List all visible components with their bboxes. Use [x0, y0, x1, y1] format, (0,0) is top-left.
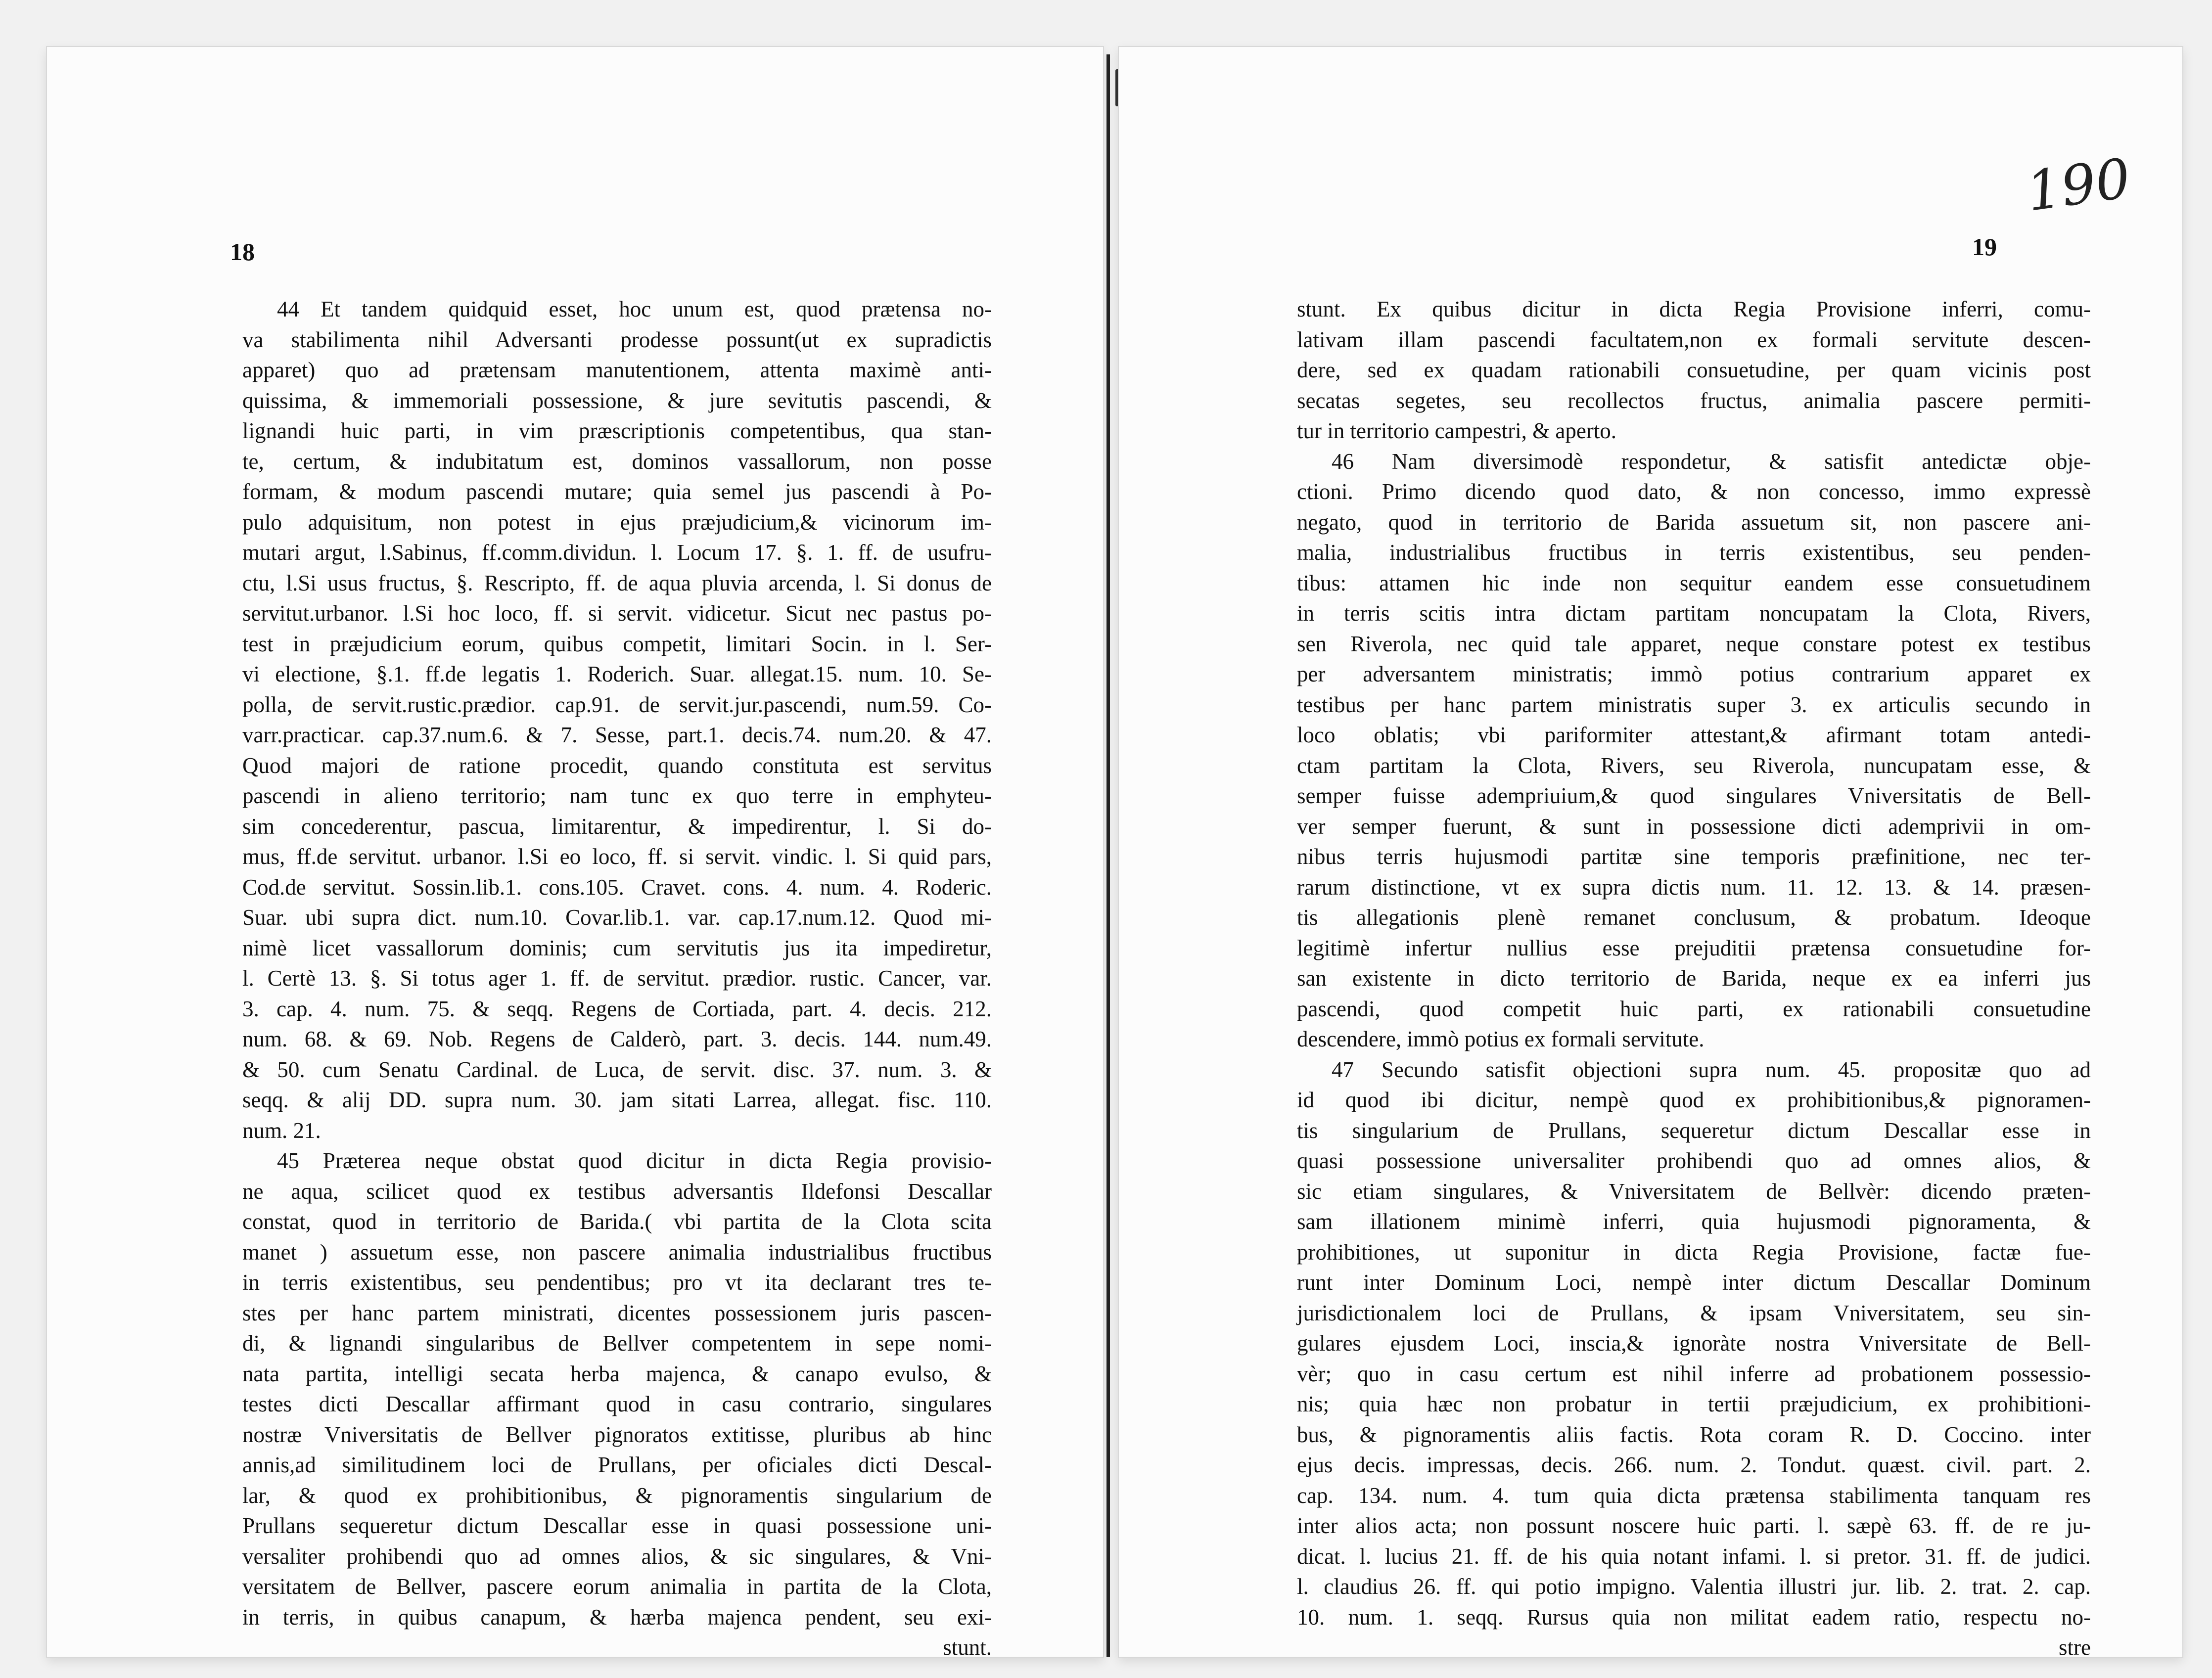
text-line: te, certum, & indubitatum est, dominos vassallorum, non posse	[242, 449, 992, 474]
text-line: apparet) quo ad prætensam manutentionem, attenta maximè anti-	[242, 358, 992, 382]
text-line: tibus: attamen hic inde non sequitur eandem esse consuetudinem	[1297, 570, 2091, 595]
text-line: pascendi in alieno territorio; nam tunc ex quo terre in emphyteu-	[242, 783, 992, 808]
text-line: testibus per hanc partem ministratis super 3. ex articulis secundo in	[1297, 692, 2091, 717]
left-text-column	[242, 294, 992, 1657]
text-line: secatas segetes, seu recollectos fructus, animalia pascere permiti-	[1297, 388, 2091, 413]
text-line: vi electione, §.1. ff.de legatis 1. Roderich. Suar. allegat.15. num. 10. Se-	[242, 662, 992, 686]
text-line: sim concederentur, pascua, limitarentur, & impedirentur, l. Si do-	[242, 814, 992, 839]
text-line: loco oblatis; vbi pariformiter attestant,& afirmant totam antedi-	[1297, 723, 2091, 747]
right-page	[1119, 47, 2182, 1657]
text-line: vèr; quo in casu certum est nihil inferre ad probationem possessio-	[1297, 1361, 2091, 1386]
text-line: Prullans sequeretur dictum Descallar esse in quasi possessione uni-	[242, 1513, 992, 1538]
text-line: servitut.urbanor. l.Si hoc loco, ff. si servit. vidicetur. Sicut nec pastus po-	[242, 601, 992, 626]
text-line: seqq. & alij DD. supra num. 30. jam sitati Larrea, allegat. fisc. 110.	[242, 1088, 992, 1112]
text-line: nata partita, intelligi secata herba majenca, & canapo evulso, &	[242, 1361, 992, 1386]
text-line: quissima, & immemoriali possessione, & jure sevitutis pascendi, &	[242, 388, 992, 413]
text-line: rarum distinctione, vt ex supra dictis num. 11. 12. 13. & 14. præsen-	[1297, 874, 2091, 900]
text-line: bus, & pignoramentis aliis factis. Rota coram R. D. Coccino. inter	[1297, 1422, 2091, 1447]
text-line: l. claudius 26. ff. qui potio impigno. Valentia illustri jur. lib. 2. trat. 2. cap.	[1297, 1574, 2091, 1599]
text-line: lativam illam pascendi facultatem,non ex formali servitute descen-	[1297, 327, 2091, 352]
text-line: mus, ff.de servitut. urbanor. l.Si eo loco, ff. si servit. vindic. l. Si quid pars,	[242, 844, 992, 869]
text-line: varr.practicar. cap.37.num.6. & 7. Sesse, part.1. decis.74. num.20. & 47.	[242, 723, 992, 747]
text-line: Suar. ubi supra dict. num.10. Covar.lib.1. var. cap.17.num.12. Quod mi-	[242, 905, 992, 930]
text-line: 44 Et tandem quidquid esset, hoc unum est, quod prætensa no-	[277, 297, 992, 321]
text-line: test in præjudicium eorum, quibus competit, limitari Socin. in l. Ser-	[242, 631, 992, 656]
text-line: pascendi, quod competit huic parti, ex rationabili consuetudine	[1297, 996, 2091, 1021]
text-line: runt inter Dominum Loci, nempè inter dictum Descallar Dominum	[1297, 1270, 2091, 1295]
text-line: pulo adquisitum, non potest in ejus præjudicium,& vicinorum im-	[242, 509, 992, 535]
text-line: testes dicti Descallar affirmant quod in casu contrario, singulares	[242, 1392, 992, 1416]
text-line: 47 Secundo satisfit objectioni supra num. 45. propositæ quo ad	[1332, 1057, 2091, 1082]
text-line: per adversantem ministratis; immò potius contrarium apparet ex	[1297, 662, 2091, 686]
text-line: stes per hanc partem ministrati, dicentes possessionem juris pascen-	[242, 1300, 992, 1325]
text-line: sam illationem minimè inferri, quia hujusmodi pignoramenta, &	[1297, 1209, 2091, 1234]
text-line: annis,ad similitudinem loci de Prullans, per oficiales dicti Descal-	[242, 1452, 992, 1477]
text-line: 45 Præterea neque obstat quod dicitur in dicta Regia provisio-	[277, 1148, 992, 1173]
page-number: 18	[230, 238, 255, 266]
text-line: nibus terris hujusmodi partitæ sine temporis præfinitione, nec ter-	[1297, 844, 2091, 869]
text-line: di, & lignandi singularibus de Bellver competentem in sepe nomi-	[242, 1331, 992, 1356]
text-line: sic etiam singulares, & Vniversitatem de Bellvèr: dicendo præten-	[1297, 1179, 2091, 1204]
text-line: stunt.	[943, 1635, 992, 1657]
folio-number: 190	[2023, 146, 2134, 224]
text-line: va stabilimenta nihil Adversanti prodesse possunt(ut ex supradictis	[242, 327, 992, 352]
text-line: prohibitiones, ut suponitur in dicta Regia Provisione, factæ fue-	[1297, 1239, 2091, 1265]
text-line: Quod majori de ratione procedit, quando constituta est servitus	[242, 753, 992, 778]
text-line: id quod ibi dicitur, nempè quod ex prohibitionibus,& pignoramen-	[1297, 1088, 2091, 1112]
text-line: stre	[2059, 1635, 2091, 1657]
text-line: malia, industrialibus fructibus in terris existentibus, seu penden-	[1297, 540, 2091, 565]
text-line: tis allegationis plenè remanet conclusum, & probatum. Ideoque	[1297, 905, 2091, 930]
page-number: 19	[1972, 233, 1997, 261]
text-line: lar, & quod ex prohibitionibus, & pignoramentis singularium de	[242, 1483, 992, 1508]
text-line: ver semper fuerunt, & sunt in possessione dicti ademprivii in om-	[1297, 814, 2091, 839]
text-line: gulares ejusdem Loci, inscia,& ignoràte nostra Vniversitate de Bell-	[1297, 1331, 2091, 1356]
text-line: inter alios acta; non possunt noscere huic parti. l. sæpè 63. ff. de re ju-	[1297, 1513, 2091, 1538]
text-line: dere, sed ex quadam rationabili consuetudine, per quam vicinis post	[1297, 358, 2091, 382]
text-line: nimè licet vassallorum dominis; cum servitutis jus ita impediretur,	[242, 935, 992, 960]
text-line: lignandi huic parti, in vim præscriptionis competentibus, qua stan-	[242, 418, 992, 443]
text-line: & 50. cum Senatu Cardinal. de Luca, de servit. disc. 37. num. 3. &	[242, 1057, 992, 1082]
text-line: l. Certè 13. §. Si totus ager 1. ff. de servitut. prædior. rustic. Cancer, var.	[242, 966, 992, 991]
text-line: 3. cap. 4. num. 75. & seqq. Regens de Cortiada, part. 4. decis. 212.	[242, 996, 992, 1021]
text-line: ctioni. Primo dicendo quod dato, & non concesso, immo expressè	[1297, 479, 2091, 504]
text-line: quasi possessione universaliter prohibendi quo ad omnes alios, &	[1297, 1148, 2091, 1173]
text-line: stunt. Ex quibus dicitur in dicta Regia Provisione inferri, comu-	[1297, 297, 2091, 321]
right-text-column	[1297, 294, 2091, 1657]
text-line: polla, de servit.rustic.prædior. cap.91. de servit.jur.pascendi, num.59. Co-	[242, 692, 992, 717]
text-line: in terris scitis intra dictam partitam noncupatam la Clota, Rivers,	[1297, 601, 2091, 626]
text-line: in terris, in quibus canapum, & hærba majenca pendent, seu exi-	[242, 1604, 992, 1630]
text-line: descendere, immò potius ex formali servitute.	[1297, 1027, 1705, 1051]
text-line: negato, quod in territorio de Barida assuetum sit, non pascere ani-	[1297, 509, 2091, 535]
text-line: dicat. l. lucius 21. ff. de his quia notant infami. l. si pretor. 31. ff. de judici.	[1297, 1543, 2091, 1569]
text-line: nostræ Vniversitatis de Bellver pignoratos extitisse, pluribus ab hinc	[242, 1422, 992, 1447]
text-line: semper fuisse adempriuium,& quod singulares Vniversitatis de Bell-	[1297, 783, 2091, 808]
text-line: san existente in dicto territorio de Barida, neque ex ea inferri jus	[1297, 966, 2091, 991]
left-page	[47, 47, 1103, 1657]
text-line: jurisdictionalem loci de Prullans, & ipsam Vniversitatem, seu sin-	[1297, 1300, 2091, 1325]
text-line: in terris existentibus, seu pendentibus; pro vt ita declarant tres te-	[242, 1270, 992, 1295]
text-line: Cod.de servitut. Sossin.lib.1. cons.105. Cravet. cons. 4. num. 4. Roderic.	[242, 874, 992, 900]
text-line: sen Riverola, nec quid tale apparet, neque constare potest ex testibus	[1297, 631, 2091, 656]
text-line: ne aqua, scilicet quod ex testibus adversantis Ildefonsi Descallar	[242, 1179, 992, 1204]
text-line: num. 68. & 69. Nob. Regens de Calderò, part. 3. decis. 144. num.49.	[242, 1027, 992, 1051]
text-line: legitimè infertur nullius esse prejuditii prætensa consuetudine for-	[1297, 935, 2091, 960]
text-line: cap. 134. num. 4. tum quia dicta prætensa stabilimenta tanquam res	[1297, 1483, 2091, 1508]
text-line: tis singularium de Prullans, sequeretur dictum Descallar esse in	[1297, 1118, 2091, 1143]
text-line: 46 Nam diversimodè respondetur, & satisfit antedictæ obje-	[1332, 449, 2091, 474]
text-line: nis; quia hæc non probatur in tertii præjudicium, ex prohibitioni-	[1297, 1392, 2091, 1416]
book-spine	[1106, 54, 1110, 1657]
text-line: tur in territorio campestri, & aperto.	[1297, 418, 1617, 443]
text-line: versitatem de Bellver, pascere eorum animalia in partita de la Clota,	[242, 1574, 992, 1599]
text-line: manet ) assuetum esse, non pascere animalia industrialibus fructibus	[242, 1239, 992, 1265]
text-line: mutari argut, l.Sabinus, ff.comm.dividun. l. Locum 17. §. 1. ff. de usufru-	[242, 540, 992, 565]
text-line: ejus decis. impressas, decis. 266. num. 2. Tondut. quæst. civil. part. 2.	[1297, 1452, 2091, 1477]
text-line: ctam partitam la Clota, Rivers, seu Riverola, nuncupatam esse, &	[1297, 753, 2091, 778]
text-line: ctu, l.Si usus fructus, §. Rescripto, ff. de aqua pluvia arcenda, l. Si donus de	[242, 570, 992, 595]
text-line: constat, quod in territorio de Barida.( vbi partita de la Clota scita	[242, 1209, 992, 1234]
text-line: formam, & modum pascendi mutare; quia semel jus pascendi à Po-	[242, 479, 992, 504]
text-line: versaliter prohibendi quo ad omnes alios, & sic singulares, & Vni-	[242, 1543, 992, 1569]
text-line: 10. num. 1. seqq. Rursus quia non militat eadem ratio, respectu no-	[1297, 1604, 2091, 1630]
text-line: num. 21.	[242, 1118, 321, 1143]
